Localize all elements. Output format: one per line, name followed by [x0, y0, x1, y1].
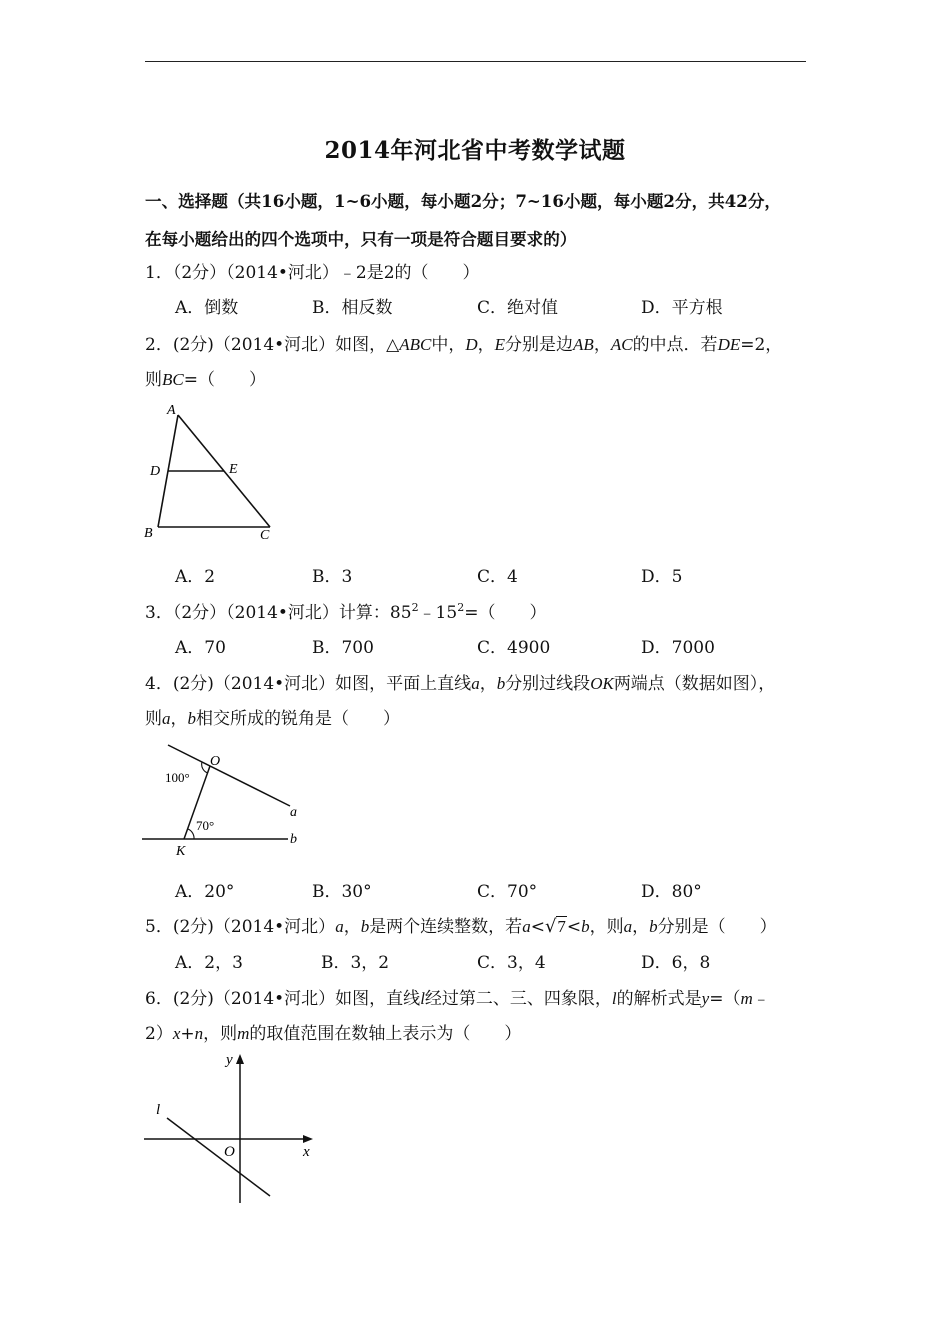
q3-option-b: B．700 [312, 638, 374, 658]
header-rule [145, 61, 806, 62]
q4-text: ， [479, 674, 497, 694]
q2-label-a: A [167, 403, 176, 418]
q1-stem: 1．（2分）（2014•河北）﹣2是2的（ ） [145, 263, 480, 283]
q2-label-b: B [144, 526, 153, 541]
q2-text: ， [477, 335, 495, 355]
q4-var: a [471, 674, 480, 693]
q2-text: 中， [431, 335, 466, 355]
q4-var: OK [590, 674, 614, 693]
q5-text: 5．(2分)（2014•河北） [145, 917, 336, 937]
q6-var: m [740, 989, 753, 1008]
q5-radicand: 7 [557, 917, 566, 936]
q6-text: ﹣ [752, 989, 770, 1009]
q4-label-a: a [290, 805, 297, 820]
q3-exponent: 2 [457, 601, 465, 614]
q5-option-c: C．3，4 [477, 953, 546, 973]
q2-var: BC [162, 370, 184, 389]
q5-var: a [623, 917, 633, 936]
q4-var: b [187, 709, 196, 728]
q4-text: 则 [145, 709, 162, 729]
q4-text: 分别过线段 [505, 674, 591, 694]
q4-option-a: A．20° [175, 882, 235, 902]
q5-option-d: D．6，8 [641, 953, 711, 973]
section-heading-line1: 一、选择题（共16小题，1~6小题，每小题2分；7~16小题，每小题2分，共42分， [145, 191, 782, 211]
q2-text: 的中点．若 [632, 335, 718, 355]
q2-label-e: E [229, 462, 238, 477]
q6-coordinate-figure [140, 1048, 330, 1208]
q4-option-c: C．70° [477, 882, 538, 902]
q5-var: a [335, 917, 344, 936]
q4-var: b [496, 674, 506, 693]
q2-var: DE [717, 335, 741, 354]
q6-text: 2） [145, 1024, 173, 1044]
q5-text: ， [632, 917, 650, 937]
q6-stem-line2 [145, 1023, 521, 1045]
q6-label-x: x [303, 1144, 310, 1160]
q3-exponent: 2 [411, 601, 419, 614]
q4-lines-figure [140, 738, 310, 862]
q3-option-a: A．70 [175, 638, 226, 658]
q2-text: =2， [740, 335, 783, 355]
q2-text: 分别是边 [505, 335, 574, 355]
q2-text: =（ ） [183, 370, 266, 390]
q2-var: AB [573, 335, 594, 354]
q1-option-b: B．相反数 [312, 298, 393, 318]
q6-text: 6．(2分)（2014•河北）如图，直线 [145, 989, 421, 1009]
q6-stem-line1 [145, 988, 770, 1010]
q5-stem [145, 916, 777, 938]
q6-var: y [701, 989, 710, 1008]
q2-option-a: A．2 [175, 567, 216, 587]
q5-text: ， [343, 917, 361, 937]
q2-var: AC [610, 335, 633, 354]
q5-text: 是两个连续整数，若 [369, 917, 523, 937]
q1-option-c: C．绝对值 [477, 298, 559, 318]
q5-sqrt [545, 916, 567, 938]
q2-stem-line2 [145, 369, 266, 391]
q5-var: a [522, 917, 531, 936]
q6-var: l [611, 989, 617, 1008]
q4-angle-100: 100° [165, 770, 190, 785]
q2-var: E [494, 335, 506, 354]
q4-option-d: D．80° [641, 882, 702, 902]
q3-text: ﹣15 [418, 603, 458, 623]
q1-option-d: D．平方根 [641, 298, 723, 318]
q2-var: ABC [399, 335, 432, 354]
q6-var: l [420, 989, 425, 1008]
q4-text: 相交所成的锐角是（ ） [196, 709, 400, 729]
q4-angle-70: 70° [196, 818, 215, 833]
q6-text: =（ [709, 989, 741, 1009]
q4-var: a [162, 709, 171, 728]
q6-var: x [172, 1024, 181, 1043]
q2-text: ， [593, 335, 611, 355]
q2-text: 2．(2分)（2014•河北）如图，△ [145, 335, 400, 355]
q2-var: D [465, 335, 478, 354]
page-title: 2014年河北省中考数学试题 [324, 137, 626, 164]
q2-option-b: B．3 [312, 567, 353, 587]
q6-text: ，则 [203, 1024, 238, 1044]
q6-var: n [194, 1024, 204, 1043]
q4-label-o: O [210, 754, 221, 769]
q2-option-c: C．4 [477, 567, 518, 587]
q4-text: ， [170, 709, 188, 729]
q2-label-c: C [260, 528, 270, 543]
q2-stem-line1 [145, 334, 782, 356]
section-heading-line2: 在每小题给出的四个选项中，只有一项是符合题目要求的） [145, 229, 577, 249]
q3-text: =（ ） [464, 603, 547, 623]
q3-option-c: C．4900 [477, 638, 551, 658]
q4-text: 两端点（数据如图）， [613, 674, 776, 694]
q4-label-k: K [176, 844, 186, 859]
q5-option-b: B．3，2 [321, 953, 390, 973]
radical-sign-icon: √ [544, 916, 557, 937]
q4-stem-line1 [145, 673, 775, 695]
q5-text: 分别是（ ） [657, 917, 777, 937]
q4-stem-line2 [145, 708, 400, 730]
q5-var: b [649, 917, 658, 936]
q2-label-d: D [150, 464, 161, 479]
q6-var: m [237, 1024, 250, 1043]
q5-text: < [566, 917, 582, 937]
q3-option-d: D．7000 [641, 638, 715, 658]
q6-text: 的取值范围在数轴上表示为（ ） [249, 1024, 522, 1044]
q6-label-l: l [156, 1102, 161, 1118]
q5-var: b [360, 917, 370, 936]
q5-option-a: A．2，3 [175, 953, 243, 973]
q4-label-b: b [290, 832, 297, 847]
q6-text: 经过第二、三、四象限， [424, 989, 612, 1009]
q6-text: + [180, 1024, 195, 1044]
q2-triangle-figure [140, 398, 280, 546]
q3-text: 3．（2分）（2014•河北）计算：85 [145, 603, 412, 623]
q6-label-y: y [226, 1052, 233, 1068]
q2-text: 则 [145, 370, 162, 390]
q5-var: b [581, 917, 590, 936]
q5-text: ，则 [589, 917, 624, 937]
q4-option-b: B．30° [312, 882, 372, 902]
q2-option-d: D．5 [641, 567, 683, 587]
q6-text: 的解析式是 [616, 989, 702, 1009]
q6-label-origin: O [224, 1144, 235, 1160]
q5-text: < [530, 917, 545, 937]
q3-stem [145, 602, 546, 626]
q4-text: 4．(2分)（2014•河北）如图，平面上直线 [145, 674, 472, 694]
q1-option-a: A．倒数 [175, 298, 239, 318]
